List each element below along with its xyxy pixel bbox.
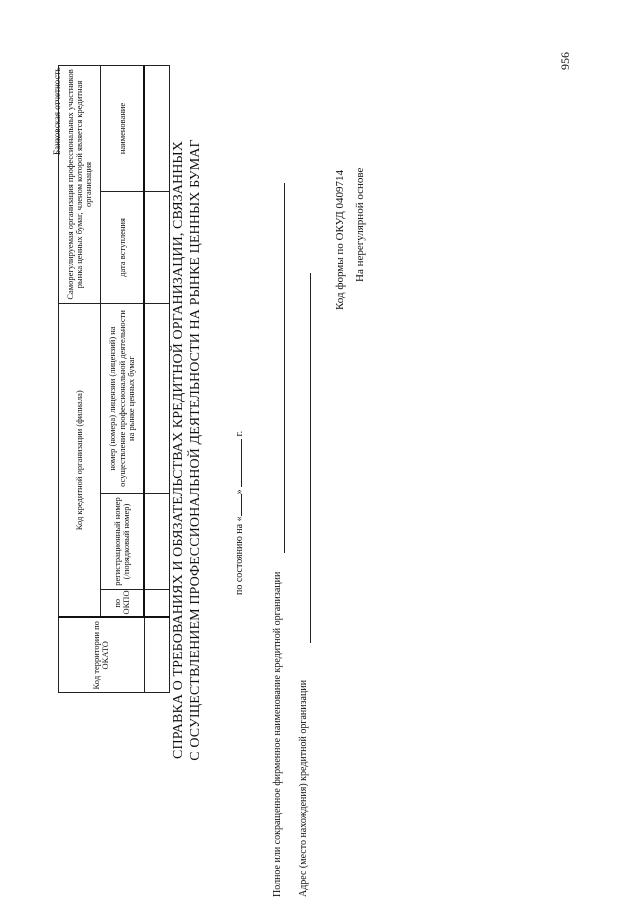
form-code: Код формы по ОКУД 0409714 xyxy=(334,169,346,310)
header-credit-org-code: Код кредитной организации (филиала) xyxy=(59,303,101,617)
address-field[interactable] xyxy=(310,273,311,643)
header-reg-number: регистрационный номер (/порядковый номер) xyxy=(101,494,144,590)
as-of-middle: » xyxy=(234,489,245,495)
report-category-label: Банковская отчетность xyxy=(52,67,62,155)
cell-join-date[interactable] xyxy=(144,191,170,303)
periodicity: На нерегулярной основе xyxy=(354,167,366,282)
title-line-2: С ОСУЩЕСТВЛЕНИЕМ ПРОФЕССИОНАЛЬНОЙ ДЕЯТЕЛЬНОСТИ НА РЫНКЕ ЦЕННЫХ БУМАГ xyxy=(188,139,203,761)
full-name-label: Полное или сокращенное фирменное наименование кредитной организации xyxy=(272,571,283,897)
cell-okpo[interactable] xyxy=(144,590,170,618)
page-number: 956 xyxy=(558,52,572,70)
month-field[interactable] xyxy=(241,439,242,487)
cell-territory-code[interactable] xyxy=(144,618,170,693)
cell-reg-number[interactable] xyxy=(144,494,170,590)
title-line-1: СПРАВКА О ТРЕБОВАНИЯХ И ОБЯЗАТЕЛЬСТВАХ КРЕДИТНОЙ ОРГАНИЗАЦИИ, СВЯЗАННЫХ xyxy=(171,141,186,759)
table-row xyxy=(144,65,170,692)
codes-table xyxy=(58,65,170,693)
cell-name[interactable] xyxy=(144,65,170,191)
report-title xyxy=(170,130,204,770)
header-license-number: номер (номера) лицензии (лицензий) на осуществление профессиональной деятельности на рынке ценных бумаг xyxy=(101,303,144,493)
as-of-date xyxy=(234,431,245,595)
header-join-date: дата вступления xyxy=(101,191,144,303)
address-label: Адрес (место нахождения) кредитной организации xyxy=(298,679,309,897)
full-name-field[interactable] xyxy=(284,183,285,553)
as-of-prefix: по состоянию на « xyxy=(234,516,245,595)
header-name: наименование xyxy=(101,65,144,191)
header-territory-code: Код территории по ОКАТО xyxy=(59,618,145,693)
day-field[interactable] xyxy=(241,494,242,516)
as-of-suffix: г. xyxy=(234,430,245,437)
header-okpo: по ОКПО xyxy=(101,590,144,618)
header-sro: Саморегулируемая организация профессиональных участников рынка ценных бумаг, членом которой является кредитная организация xyxy=(59,65,101,303)
cell-license-number[interactable] xyxy=(144,303,170,493)
